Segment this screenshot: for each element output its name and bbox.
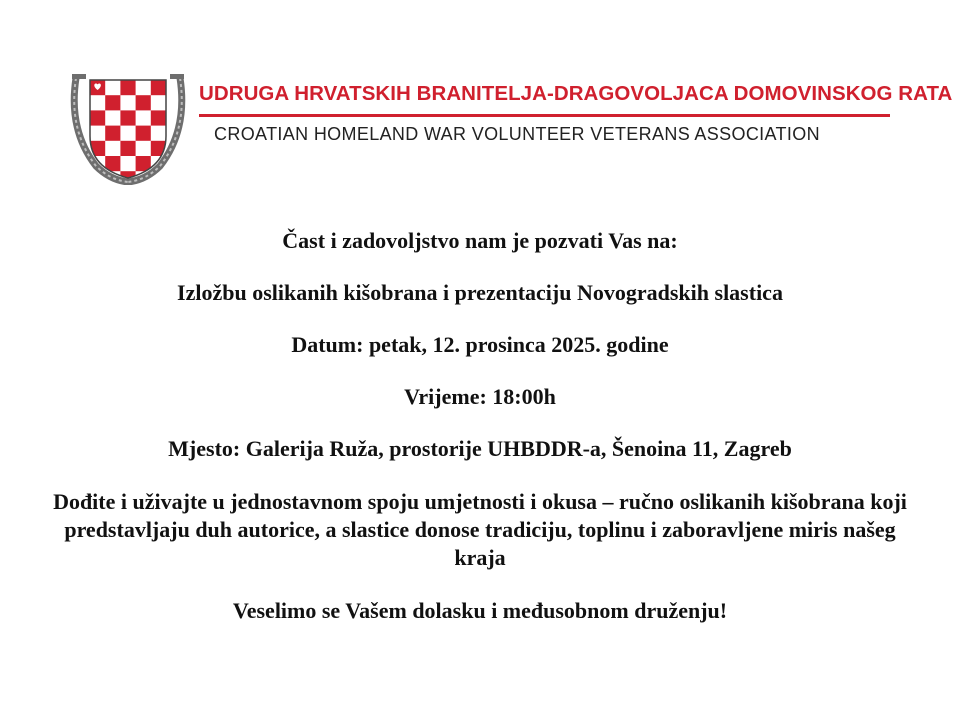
closing-line: Veselimo se Vašem dolasku i međusobnom druženju!	[232, 598, 728, 623]
organization-name-english: CROATIAN HOMELAND WAR VOLUNTEER VETERANS ASSOCIATION	[214, 124, 820, 144]
event-title: Izložbu oslikanih kišobrana i prezentaciju Novogradskih slastica	[177, 280, 783, 305]
event-date: Datum: petak, 12. prosinca 2025. godine	[291, 332, 669, 357]
event-time: Vrijeme: 18:00h	[404, 384, 556, 409]
checkerboard-shield-emblem-icon	[66, 70, 190, 185]
header-divider	[199, 114, 890, 117]
letterhead	[66, 70, 953, 185]
invitation-intro: Čast i zadovoljstvo nam je pozvati Vas na:	[282, 228, 678, 253]
event-description: Dođite i uživajte u jednostavnom spoju umjetnosti i okusa – ručno oslikanih kišobrana koji predstavljaju duh autorice, a slastice donose tradiciju, toplinu i zaboravljene miris našeg kraja	[53, 489, 907, 570]
organization-name: UDRUGA HRVATSKIH BRANITELJA-DRAGOVOLJACA DOMOVINSKOG RATA	[199, 82, 953, 105]
invitation-body	[40, 228, 920, 624]
event-place: Mjesto: Galerija Ruža, prostorije UHBDDR-a, Šenoina 11, Zagreb	[168, 436, 792, 461]
